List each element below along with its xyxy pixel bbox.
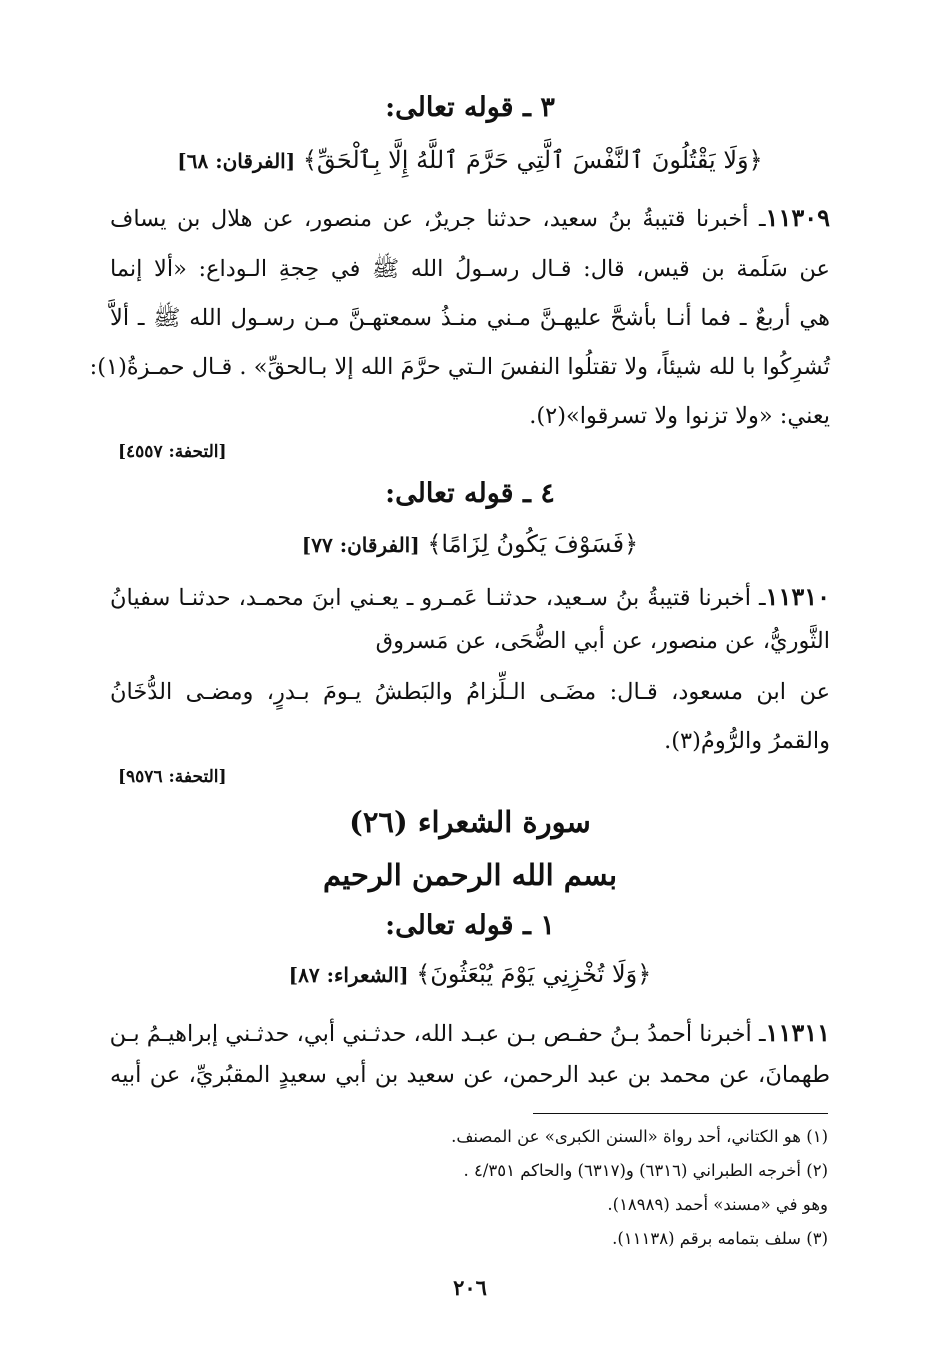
basmala: بسم الله الرحمن الرحيم — [322, 858, 618, 892]
hadith-line: طهمانَ، عن محمد بن عبد الرحمن، عن سعيد بن أبي سعيدٍ المقبُريِّ، عن أبيه — [110, 1062, 830, 1088]
quran-verse-furqan-68 — [0, 146, 940, 174]
hadith-number: ١١٣١٠ — [765, 582, 830, 611]
footnote: (٣) سلف بتمامه برقم (١١١٣٨). — [612, 1229, 828, 1248]
tuhfa-reference: [التحفة: ٤٥٥٧] — [118, 442, 227, 462]
footnote-divider — [533, 1113, 828, 1114]
verse-reference: [الفرقان: ٧٧] — [301, 533, 420, 557]
footnote: وهو في «مسند» أحمد (١٨٩٨٩). — [607, 1195, 828, 1214]
hadith-line — [110, 1018, 830, 1047]
hadith-number: ١١٣٠٩ — [765, 203, 830, 232]
hadith-line: هي أربعٌ ـ فما أنـا بأشحَّ عليهـنَّ مـني منـذُ سمعتهـنَّ مـن رسـول الله ﷺ ـ ألاَّ — [110, 305, 830, 331]
tuhfa-reference: [التحفة: ٩٥٧٦] — [118, 767, 227, 787]
section-heading-4: ٤ ـ قوله تعالى: — [385, 478, 555, 509]
hadith-text: ـ أخبرنا قتيبةُ بنُ سـعيد، حدثنـا عَمـرو ـ يعـني ابنَ محمـد، حدثنـا سفيانُ — [110, 585, 766, 611]
hadith-text: ـ أخبرنا قتيبةُ بنُ سعيد، حدثنا جريرٌ، عن منصور، عن هلال بن يساف — [110, 206, 766, 232]
footnote: (١) هو الكتاني، أحد رواة «السنن الكبرى» عن المصنف. — [451, 1127, 828, 1146]
quran-verse-shuara-87 — [0, 960, 940, 988]
hadith-line — [110, 582, 830, 611]
verse-reference: [الفرقان: ٦٨] — [177, 149, 296, 173]
quran-verse-furqan-77 — [0, 530, 940, 558]
hadith-number: ١١٣١١ — [765, 1018, 830, 1047]
page-number: ٢٠٦ — [453, 1275, 487, 1300]
hadith-line: عن سَلَمة بن قيس، قال: قـال رسـولُ الله ﷺ في حِجةِ الـوداع: «ألا إنما — [110, 256, 830, 282]
hadith-line: تُشرِكُوا با لله شيئاً، ولا تقتلُوا النفسَ الـتي حرَّمَ الله إلا بـالحقِّ» . قـال حمـزةُ(١): — [89, 354, 830, 380]
section-heading-1: ١ ـ قوله تعالى: — [385, 910, 555, 941]
hadith-line: والقمرُ والرُّومُ(٣). — [664, 728, 830, 754]
hadith-line — [110, 203, 830, 232]
hadith-text: ـ أخبرنا أحمدُ بـنُ حفـص بـن عبـد الله، حدثـني أبي، حدثـني إبراهيـمُ بـن — [109, 1021, 766, 1047]
hadith-line: يعني: «ولا تزنوا ولا تسرقوا»(٢). — [529, 403, 830, 429]
hadith-line: عن ابن مسعود، قـال: مضَـى الـلِّزامُ والبَطشُ يـومَ بـدرٍ، ومضـى الدُّخَانُ — [110, 679, 830, 705]
surah-title: سورة الشعراء (٢٦) — [349, 805, 591, 839]
section-heading-3: ٣ ـ قوله تعالى: — [385, 92, 555, 123]
hadith-line: الثَّوريُّ، عن منصور، عن أبي الضُّحَى، عن مَسروق — [375, 628, 830, 654]
verse-text: ﴿وَلَا يَقْتُلُونَ ٱلنَّفْسَ ٱلَّتِي حَرَّمَ ٱللَّهُ إِلَّا بِٱلْحَقِّ﴾ — [302, 146, 763, 174]
verse-reference: [الشعراء: ٨٧] — [288, 963, 409, 987]
verse-text: ﴿فَسَوْفَ يَكُونُ لِزَامًا﴾ — [427, 530, 639, 558]
footnote: (٢) أخرجه الطبراني (٦٣١٦) و(٦٣١٧) والحاكم ٤/٣٥١ . — [463, 1161, 828, 1180]
verse-text: ﴿وَلَا تُخْزِنِي يَوْمَ يُبْعَثُونَ﴾ — [416, 960, 652, 988]
